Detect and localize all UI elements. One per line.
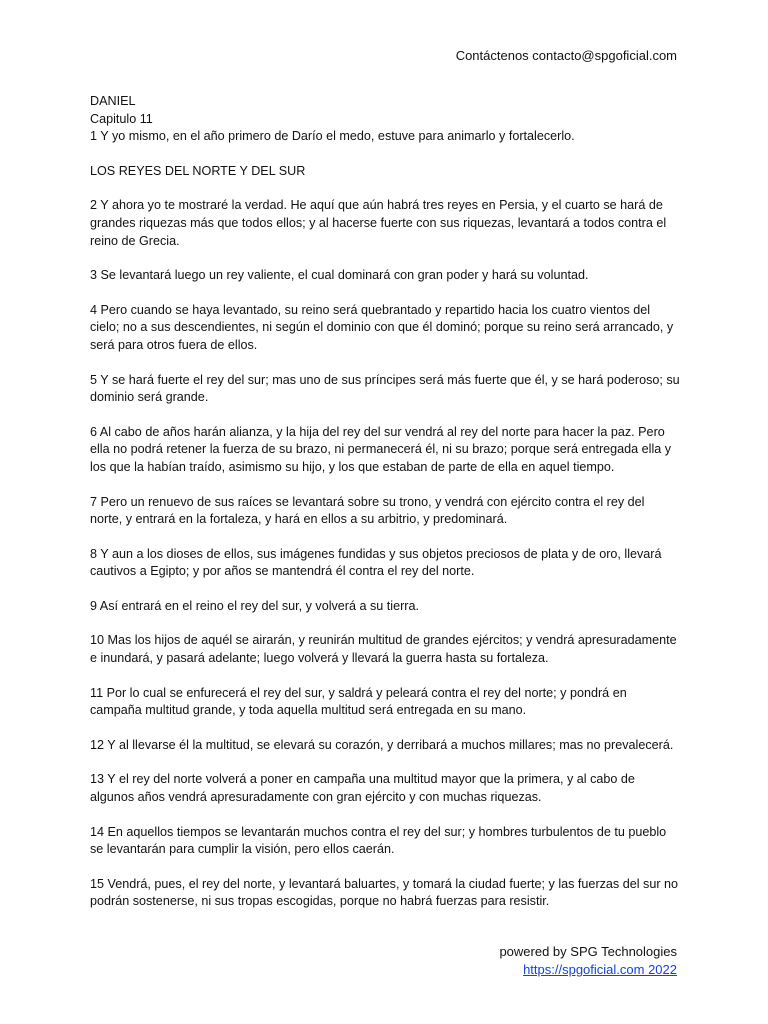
spacer [90,146,680,163]
verse-11: 11 Por lo cual se enfurecerá el rey del sur, y saldrá y peleará contra el rey del norte; y pondrá en campaña multitud grande, y toda aquella multitud será entregada en su mano. [90,685,627,718]
header-contact: Contáctenos contacto@spgoficial.com [455,48,677,63]
verse-13: 13 Y el rey del norte volverá a poner en campaña una multitud mayor que la primera, y al cabo de algunos años vendrá apresuradamente con gran ejército y con muchas riquezas. [90,772,635,805]
spacer [90,180,680,197]
spacer [90,355,680,372]
spacer [90,407,680,424]
spacer [90,250,680,267]
powered-by-text: powered by SPG Technologies [499,944,677,959]
verse-1: 1 Y yo mismo, en el año primero de Darío el medo, estuve para animarlo y fortalecerlo. [90,129,575,144]
book-title: DANIEL [90,94,136,108]
verse-10: 10 Mas los hijos de aquél se airarán, y reunirán multitud de grandes ejércitos; y vendrá apresuradamente e inundará, y pasará adelante; luego volverá y llevará la guerra hasta su fortaleza. [90,633,677,666]
verse-15: 15 Vendrá, pues, el rey del norte, y levantará baluartes, y tomará la ciudad fuerte; y las fuerzas del sur no podrán sostenerse, ni sus tropas escogidas, porque no habrá fuerzas para resistir. [90,876,679,909]
footer-website-link[interactable]: https://spgoficial.com 2022 [523,962,677,977]
verse-14: 14 En aquellos tiempos se levantarán muchos contra el rey del sur; y hombres turbulentos de tu pueblo se levantarán para cumplir la visión, pero ellos caerán. [90,824,667,857]
verse-12: 12 Y al llevarse él la multitud, se elevará su corazón, y derribará a muchos millares; mas no prevalecerá. [90,737,674,752]
verse-7: 7 Pero un renuevo de sus raíces se levantará sobre su trono, y vendrá con ejército contra el rey del norte, y entrará en la fortaleza, y hará en ellos a su arbitrio, y predominará. [90,494,645,527]
spacer [90,615,680,632]
verse-6: 6 Al cabo de años harán alianza, y la hija del rey del sur vendrá al rey del norte para hacer la paz. Pero ella no podrá retener la fuerza de su brazo, ni permanecerá él, ni su brazo; porque será entregada ella y los que la habían traído, asimismo su hijo, y los que estaban de parte de ella en aquel tiempo. [90,424,672,474]
spacer [90,529,680,546]
document-body [90,93,680,911]
section-title: LOS REYES DEL NORTE Y DEL SUR [90,163,306,178]
verse-4: 4 Pero cuando se haya levantado, su reino será quebrantado y repartido hacia los cuatro vientos del cielo; no a sus descendientes, ni según el dominio con que él dominó; porque su reino será arrancado, y será para otros fuera de ellos. [90,302,674,352]
spacer [90,807,680,824]
verse-2: 2 Y ahora yo te mostraré la verdad. He aquí que aún habrá tres reyes en Persia, y el cuarto se hará de grandes riquezas más que todos ellos; y al hacerse fuerte con sus riquezas, levantará a todos contra el reino de Grecia. [90,198,667,248]
spacer [90,581,680,598]
verse-3: 3 Se levantará luego un rey valiente, el cual dominará con gran poder y hará su voluntad. [90,268,589,283]
chapter-title: Capitulo 11 [90,111,153,126]
footer [499,943,677,979]
spacer [90,668,680,685]
verse-5: 5 Y se hará fuerte el rey del sur; mas uno de sus príncipes será más fuerte que él, y se hará poderoso; su dominio será grande. [90,372,680,405]
spacer [90,859,680,876]
spacer [90,477,680,494]
spacer [90,720,680,737]
verse-9: 9 Así entrará en el reino el rey del sur, y volverá a su tierra. [90,598,419,613]
spacer [90,285,680,302]
verse-8: 8 Y aun a los dioses de ellos, sus imágenes fundidas y sus objetos preciosos de plata y de oro, llevará cautivos a Egipto; y por años se mantendrá él contra el rey del norte. [90,546,662,579]
spacer [90,754,680,771]
